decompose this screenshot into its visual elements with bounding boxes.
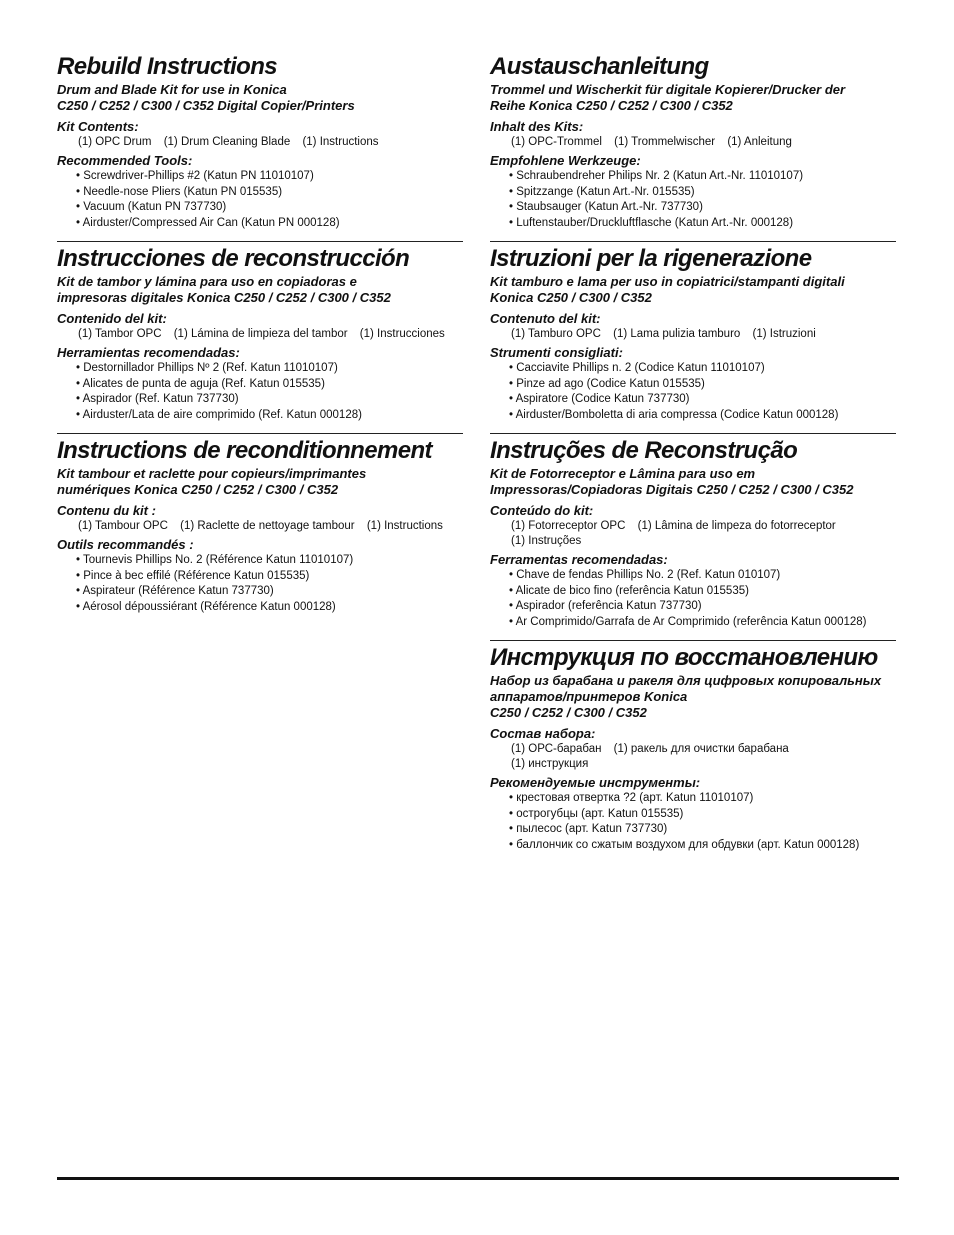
kit-item: (1) OPC-Trommel (511, 136, 602, 148)
kit-item: (1) Instruções (511, 535, 582, 547)
tool-item: • баллончик со сжатым воздухом для обдувки (арт. Katun 000128) (509, 838, 896, 854)
kit-item: (1) ОРС-барабан (511, 743, 602, 755)
tool-item: • Alicates de punta de aguja (Ref. Katun 015535) (76, 377, 463, 393)
kit-item: (1) Trommelwischer (614, 136, 716, 148)
tool-item: • Vacuum (Katun PN 737730) (76, 200, 463, 216)
section-title: Instruções de Reconstrução (490, 437, 798, 464)
section-title: Rebuild Instructions (57, 53, 278, 80)
section-german (490, 52, 896, 231)
kit-item: (1) инструкция (511, 758, 589, 770)
kit-contents-list (490, 519, 896, 549)
tool-item: • Spitzzange (Katun Art.-Nr. 015535) (509, 185, 896, 201)
section-portuguese (490, 433, 896, 630)
kit-contents-heading: Contenu du kit : (57, 503, 156, 518)
section-title: Istruzioni per la rigenerazione (490, 245, 812, 272)
kit-item: (1) Istruzioni (752, 328, 816, 340)
kit-item: (1) OPC Drum (78, 136, 152, 148)
tool-item: • Tournevis Phillips No. 2 (Référence Katun 11010107) (76, 553, 463, 569)
section-subtitle: Kit de tambor y lámina para uso en copiadoras e impresoras digitales Konica C250 / C252 / C300 / C352 (57, 274, 391, 305)
kit-item: (1) Tamburo OPC (511, 328, 601, 340)
section-subtitle: Набор из барабана и ракеля для цифровых копировальных аппаратов/принтеров Konica C250 / C252 / C300 / C352 (490, 673, 882, 720)
tool-item: • Cacciavite Phillips n. 2 (Codice Katun 11010107) (509, 361, 896, 377)
tool-item: • Staubsauger (Katun Art.-Nr. 737730) (509, 200, 896, 216)
tools-heading: Рекомендуемые инструменты: (490, 775, 701, 790)
tool-item: • Aspiratore (Codice Katun 737730) (509, 392, 896, 408)
kit-item: (1) Tambour OPC (78, 520, 168, 532)
tools-list (490, 791, 896, 853)
tool-item: • Chave de fendas Phillips No. 2 (Ref. Katun 010107) (509, 568, 896, 584)
tool-item: • Airduster/Lata de aire comprimido (Ref. Katun 000128) (76, 408, 463, 424)
kit-item: (1) Fotorreceptor OPC (511, 520, 626, 532)
section-title: Instrucciones de reconstrucción (57, 245, 410, 272)
section-italian (490, 241, 896, 423)
tool-item: • Destornillador Phillips Nº 2 (Ref. Katun 11010107) (76, 361, 463, 377)
tool-item: • Needle-nose Pliers (Katun PN 015535) (76, 185, 463, 201)
kit-item: (1) Anleitung (727, 136, 792, 148)
kit-contents-list (57, 135, 463, 150)
kit-contents-list (490, 135, 896, 150)
tool-item: • крестовая отвертка ?2 (арт. Katun 11010107) (509, 791, 896, 807)
section-title: Инструкция по восстановлению (490, 644, 878, 671)
kit-item: (1) ракель для очистки барабана (613, 743, 789, 755)
section-subtitle: Drum and Blade Kit for use in Konica C250 / C252 / C300 / C352 Digital Copier/Printers (57, 82, 355, 113)
kit-item: (1) Raclette de nettoyage tambour (180, 520, 355, 532)
tool-item: • Aérosol dépoussiérant (Référence Katun 000128) (76, 600, 463, 616)
tool-item: • Schraubendreher Philips Nr. 2 (Katun Art.-Nr. 11010107) (509, 169, 896, 185)
tools-list (57, 361, 463, 423)
tool-item: • острогубцы (арт. Katun 015535) (509, 807, 896, 823)
section-subtitle: Kit tamburo e lama per uso in copiatrici/stampanti digitali Konica C250 / C300 / C352 (490, 274, 845, 305)
tools-list (57, 169, 463, 231)
tools-heading: Recommended Tools: (57, 153, 193, 168)
right-column (490, 52, 896, 853)
tool-item: • Airduster/Compressed Air Can (Katun PN 000128) (76, 216, 463, 232)
kit-contents-heading: Conteúdo do kit: (490, 503, 594, 518)
tool-item: • Pince à bec effilé (Référence Katun 015535) (76, 569, 463, 585)
tool-item: • пылесос (арт. Katun 737730) (509, 822, 896, 838)
kit-item: (1) Lama pulizia tamburo (613, 328, 741, 340)
kit-contents-list (490, 327, 896, 342)
tools-heading: Outils recommandés : (57, 537, 194, 552)
kit-item: (1) Instructions (302, 136, 379, 148)
tool-item: • Pinze ad ago (Codice Katun 015535) (509, 377, 896, 393)
tools-heading: Herramientas recomendadas: (57, 345, 240, 360)
kit-item: (1) Drum Cleaning Blade (163, 136, 291, 148)
tool-item: • Ar Comprimido/Garrafa de Ar Comprimido (referência Katun 000128) (509, 615, 896, 631)
tools-heading: Strumenti consigliati: (490, 345, 623, 360)
footer-divider (57, 1177, 899, 1180)
section-french (57, 433, 463, 615)
tool-item: • Luftenstauber/Druckluftflasche (Katun Art.-Nr. 000128) (509, 216, 896, 232)
section-title: Instructions de reconditionnement (57, 437, 432, 464)
tool-item: • Aspirador (referência Katun 737730) (509, 599, 896, 615)
kit-contents-list (57, 519, 463, 534)
section-title: Austauschanleitung (490, 53, 709, 80)
section-english (57, 52, 463, 231)
kit-contents-heading: Kit Contents: (57, 119, 139, 134)
kit-contents-list (57, 327, 463, 342)
kit-contents-heading: Contenuto del kit: (490, 311, 601, 326)
kit-contents-heading: Состав набора: (490, 726, 596, 741)
tools-list (490, 361, 896, 423)
kit-item: (1) Instructions (366, 520, 443, 532)
kit-contents-heading: Contenido del kit: (57, 311, 167, 326)
tools-list (490, 169, 896, 231)
kit-item: (1) Tambor OPC (78, 328, 162, 340)
tool-item: • Alicate de bico fino (referência Katun 015535) (509, 584, 896, 600)
tool-item: • Airduster/Bomboletta di aria compressa (Codice Katun 000128) (509, 408, 896, 424)
section-russian (490, 640, 896, 853)
tool-item: • Aspirateur (Référence Katun 737730) (76, 584, 463, 600)
tool-item: • Aspirador (Ref. Katun 737730) (76, 392, 463, 408)
tool-item: • Screwdriver-Phillips #2 (Katun PN 11010107) (76, 169, 463, 185)
left-column (57, 52, 463, 615)
kit-contents-heading: Inhalt des Kits: (490, 119, 584, 134)
tools-list (490, 568, 896, 630)
kit-item: (1) Lámina de limpieza del tambor (173, 328, 348, 340)
section-subtitle: Trommel und Wischerkit für digitale Kopierer/Drucker der Reihe Konica C250 / C252 / C300 / C352 (490, 82, 846, 113)
kit-item: (1) Lâmina de limpeza do fotorreceptor (637, 520, 836, 532)
kit-item: (1) Instrucciones (359, 328, 445, 340)
tools-list (57, 553, 463, 615)
kit-contents-list (490, 742, 896, 772)
section-subtitle: Kit tambour et raclette pour copieurs/imprimantes numériques Konica C250 / C252 / C300 / C352 (57, 466, 367, 497)
tools-heading: Empfohlene Werkzeuge: (490, 153, 641, 168)
section-subtitle: Kit de Fotorreceptor e Lâmina para uso em Impressoras/Copiadoras Digitais C250 / C252 / C300 / C352 (490, 466, 854, 497)
section-spanish (57, 241, 463, 423)
tools-heading: Ferramentas recomendadas: (490, 552, 668, 567)
